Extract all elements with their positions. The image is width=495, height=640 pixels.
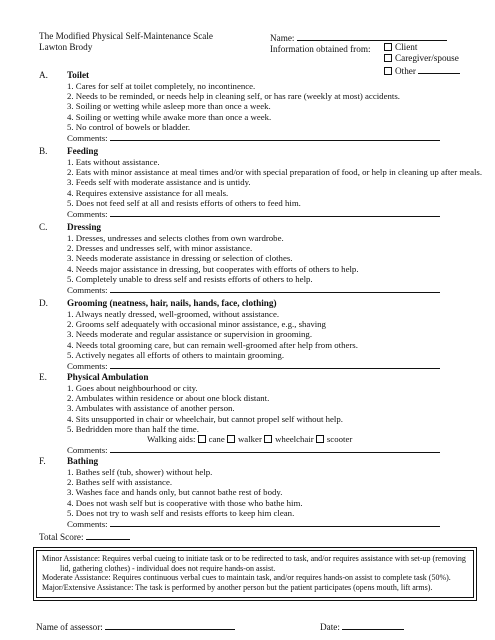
comments-label: Comments: — [67, 361, 108, 372]
section-letter: B. — [39, 146, 48, 156]
total-score-field[interactable] — [86, 530, 130, 540]
section-title: Toilet — [67, 70, 90, 80]
total-score-label: Total Score: — [39, 532, 84, 542]
list-item[interactable]: 3. Needs moderate assistance in dressing or selection of clothes. — [67, 253, 293, 264]
checkbox-icon[interactable] — [198, 435, 206, 443]
section-title: Dressing — [67, 222, 102, 232]
checkbox-icon[interactable] — [316, 435, 324, 443]
assessor-field[interactable] — [105, 620, 235, 630]
comments-row — [67, 284, 440, 295]
date-row — [320, 620, 404, 632]
section-title: Bathing — [67, 456, 99, 466]
walking-aids-label: Walking aids: — [147, 434, 196, 445]
legend-line: Minor Assistance: Requires verbal cueing to initiate task or to be redirected to task, and/or requires assistance with set-up (removing — [42, 554, 466, 563]
date-label: Date: — [320, 622, 340, 632]
section-letter: C. — [39, 222, 48, 232]
section-body — [67, 456, 440, 529]
name-field[interactable] — [297, 31, 447, 41]
checkbox-icon[interactable] — [227, 435, 235, 443]
list-item[interactable]: 1. Always neatly dressed, well-groomed, without assistance. — [67, 309, 280, 319]
assistance-legend — [36, 550, 474, 598]
date-field[interactable] — [342, 620, 404, 630]
section-body — [67, 222, 440, 295]
walking-aids-row — [67, 434, 440, 444]
list-item[interactable]: 1. Dresses, undresses and selects clothes from own wardrobe. — [67, 233, 284, 243]
legend-line: Major/Extensive Assistance: The task is performed by another person but the patient participates (opens mouth, lift arms). — [42, 582, 433, 592]
name-label: Name: — [270, 33, 295, 43]
list-item[interactable]: 3. Soiling or wetting while asleep more than once a week. — [67, 101, 271, 112]
list-item[interactable]: 5. No control of bowels or bladder. — [67, 121, 191, 132]
comments-label: Comments: — [67, 133, 108, 144]
list-item[interactable]: 5. Actively negates all efforts of others to maintain grooming. — [67, 349, 285, 360]
section-title: Feeding — [67, 146, 99, 156]
list-item[interactable]: 4. Sits unsupported in chair or wheelchair, but cannot propel self without help. — [67, 413, 343, 424]
list-item[interactable]: 3. Ambulates with assistance of another person. — [67, 403, 235, 414]
comments-field[interactable] — [110, 518, 440, 527]
comments-label: Comments: — [67, 209, 108, 220]
section-body — [67, 298, 440, 371]
checkbox-icon[interactable] — [384, 54, 392, 62]
list-item[interactable]: 1. Eats without assistance. — [67, 157, 160, 167]
section-title: Physical Ambulation — [67, 372, 149, 382]
option-client[interactable]: Client — [384, 42, 460, 53]
option-caregiver[interactable]: Caregiver/spouse — [384, 53, 460, 64]
list-item[interactable]: 5. Completely unable to dress self and resists efforts of others to help. — [67, 273, 313, 284]
header-left — [39, 31, 213, 53]
list-item[interactable]: 2. Eats with minor assistance at meal times and/or with special preparation of food, or help in cleaning up after meals. — [67, 167, 483, 178]
list-item[interactable]: 2. Dresses and undresses self, with minor assistance. — [67, 243, 253, 254]
comments-row — [67, 518, 440, 529]
walking-option-cane: cane — [208, 434, 225, 445]
comments-row — [67, 444, 440, 455]
list-item[interactable]: 2. Ambulates within residence or about one block distant. — [67, 393, 270, 404]
list-item[interactable]: 4. Soiling or wetting while awake more than once a week. — [67, 111, 272, 122]
section-body — [67, 372, 440, 455]
comments-field[interactable] — [110, 208, 440, 217]
comments-field[interactable] — [110, 360, 440, 369]
comments-field[interactable] — [110, 132, 440, 141]
comments-field[interactable] — [110, 444, 440, 453]
list-item[interactable]: 1. Cares for self at toilet completely, no incontinence. — [67, 81, 256, 91]
section-title: Grooming (neatness, hair, nails, hands, face, clothing) — [67, 298, 277, 308]
list-item[interactable]: 3. Feeds self with moderate assistance and is untidy. — [67, 177, 251, 188]
legend-line: lid, gathering clothes) - individual does not require hands-on assist. — [60, 563, 276, 573]
walking-option-scooter: scooter — [326, 434, 353, 445]
section-body — [67, 146, 482, 219]
option-other[interactable]: Other — [384, 64, 460, 75]
list-item[interactable]: 3. Washes face and hands only, but cannot bathe rest of body. — [67, 487, 283, 498]
form-title: The Modified Physical Self-Maintenance Scale — [39, 31, 213, 41]
list-item[interactable]: 1. Goes about neighbourhood or city. — [67, 383, 198, 393]
info-label: Information obtained from: — [270, 44, 371, 54]
total-score-row — [39, 530, 130, 543]
walking-option-walker: walker — [237, 434, 262, 445]
form-author: Lawton Brody — [39, 42, 93, 52]
section-body — [67, 70, 440, 143]
assessor-row — [36, 620, 235, 632]
walking-option-wheelchair: wheelchair — [275, 434, 314, 445]
legend-line: Moderate Assistance: Requires continuous verbal cues to maintain task, and/or requires hands-on assist to complete task (50%). — [42, 573, 451, 583]
list-item[interactable]: 4. Requires extensive assistance for all meals. — [67, 187, 229, 198]
comments-field[interactable] — [110, 284, 440, 293]
checkbox-icon[interactable] — [264, 435, 272, 443]
comments-row — [67, 360, 440, 371]
list-item[interactable]: 2. Needs to be reminded, or needs help in cleaning self, or has rare (weekly at most) accidents. — [67, 91, 400, 102]
list-item[interactable]: 4. Needs major assistance in dressing, but cooperates with efforts of others to help. — [67, 263, 359, 274]
list-item[interactable]: 5. Does not feed self at all and resists efforts of others to feed him. — [67, 197, 301, 208]
list-item[interactable]: 3. Needs moderate and regular assistance or supervision in grooming. — [67, 329, 313, 340]
list-item[interactable]: 2. Grooms self adequately with occasional minor assistance, e.g., shaving — [67, 319, 326, 330]
comments-label: Comments: — [67, 519, 108, 530]
assessor-label: Name of assessor: — [36, 622, 103, 632]
section-letter: E. — [39, 372, 47, 382]
list-item[interactable]: 4. Does not wash self but is cooperative with those who bathe him. — [67, 497, 303, 508]
section-letter: D. — [39, 298, 48, 308]
comments-label: Comments: — [67, 445, 108, 456]
section-letter: F. — [39, 456, 46, 466]
comments-row — [67, 132, 440, 143]
comments-label: Comments: — [67, 285, 108, 296]
list-item[interactable]: 5. Bedridden more than half the time. — [67, 423, 199, 434]
list-item[interactable]: 1. Bathes self (tub, shower) without help. — [67, 467, 213, 477]
list-item[interactable]: 5. Does not try to wash self and resists efforts to keep him clean. — [67, 507, 295, 518]
comments-row — [67, 208, 482, 219]
section-letter: A. — [39, 70, 48, 80]
list-item[interactable]: 4. Needs total grooming care, but can remain well-groomed after help from others. — [67, 339, 358, 350]
checkbox-icon[interactable] — [384, 43, 392, 51]
list-item[interactable]: 2. Bathes self with assistance. — [67, 477, 173, 488]
